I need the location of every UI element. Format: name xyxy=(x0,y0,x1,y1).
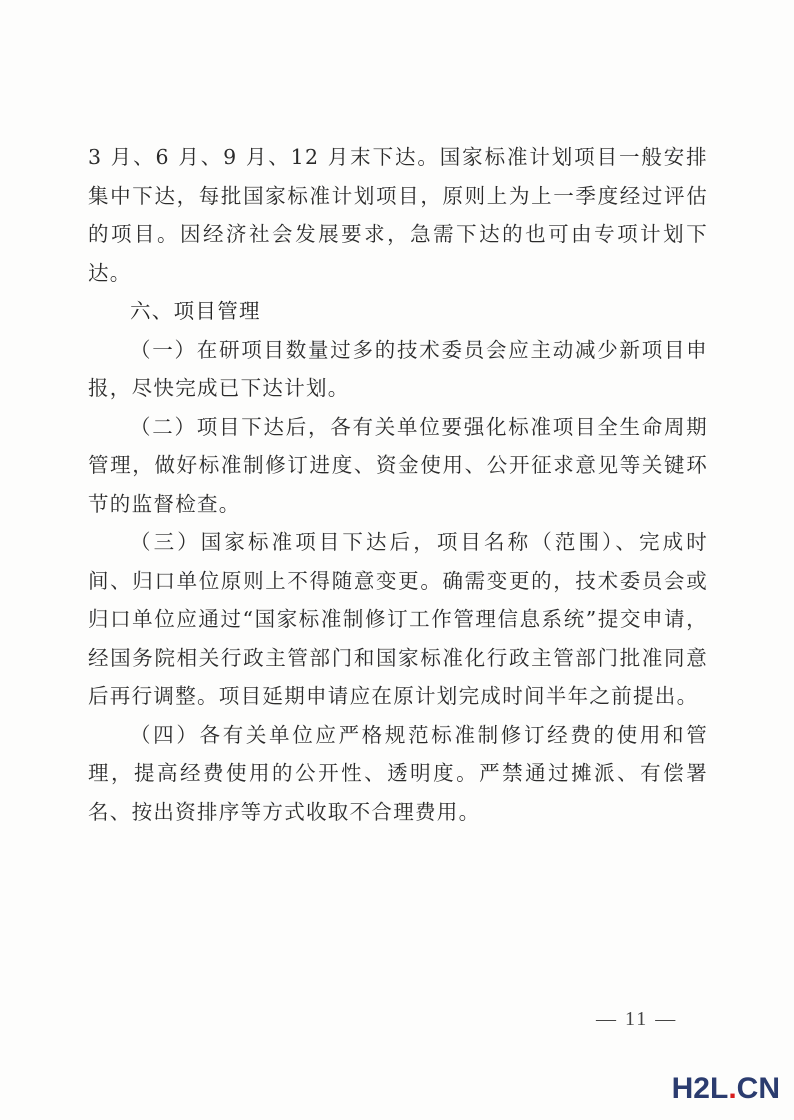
paragraph-continuation: 3 月、6 月、9 月、12 月末下达。国家标准计划项目一般安排集中下达，每批国家标准计划项目，原则上为上一季度经过评估的项目。因经济社会发展要求，急需下达的也可由专项计划下达。 xyxy=(88,145,708,285)
watermark-dot: . xyxy=(728,1072,737,1105)
watermark-prefix: H2L xyxy=(671,1072,729,1105)
document-body xyxy=(88,138,708,831)
section-heading: 六、项目管理 xyxy=(130,299,261,323)
paragraph-item-3: （三）国家标准项目下达后，项目名称（范围）、完成时间、归口单位原则上不得随意变更。确需变更的，技术委员会或归口单位应通过“国家标准制修订工作管理信息系统”提交申请，经国务院相关行政主管部门和国家标准化行政主管部门批准同意后再行调整。项目延期申请应在原计划完成时间半年之前提出。 xyxy=(88,530,708,708)
paragraph-item-2: （二）项目下达后，各有关单位要强化标准项目全生命周期管理，做好标准制修订进度、资金使用、公开征求意见等关键环节的监督检查。 xyxy=(88,414,708,516)
site-watermark-logo xyxy=(672,1072,780,1106)
page-number: — 11 — xyxy=(596,1008,678,1030)
paragraph-item-4: （四）各有关单位应严格规范标准制修订经费的使用和管理，提高经费使用的公开性、透明度。严禁通过摊派、有偿署名、按出资排序等方式收取不合理费用。 xyxy=(88,722,708,824)
watermark-suffix: CN xyxy=(736,1072,780,1105)
paragraph-item-1: （一）在研项目数量过多的技术委员会应主动减少新项目申报，尽快完成已下达计划。 xyxy=(88,337,708,400)
